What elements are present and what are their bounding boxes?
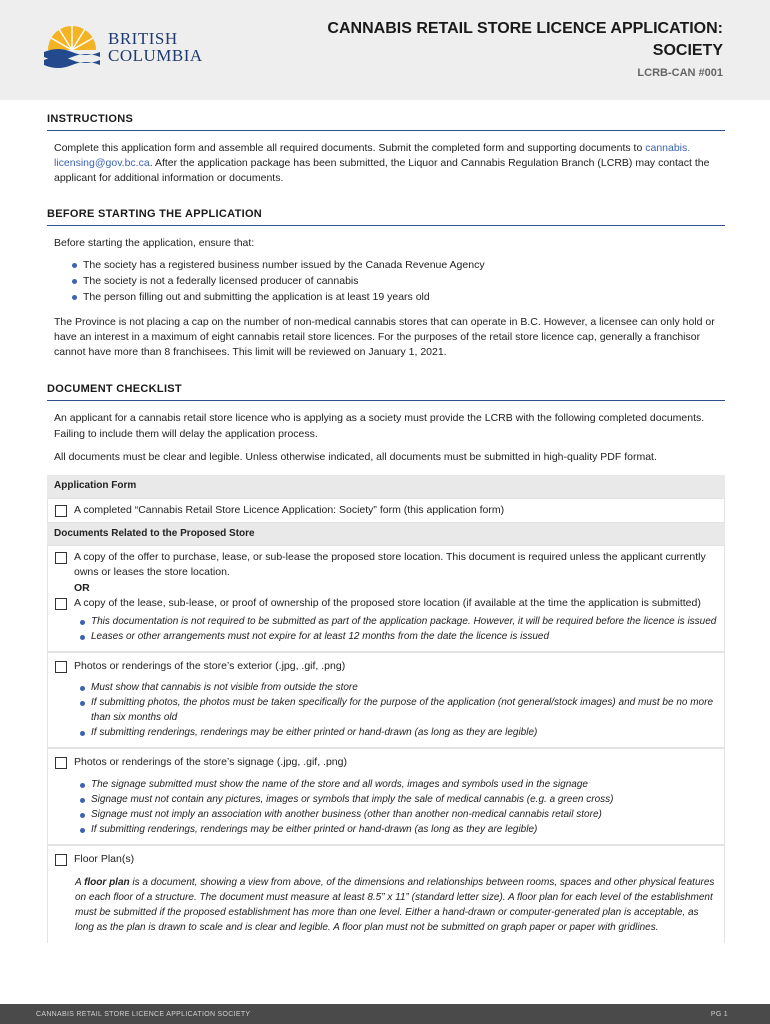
lease-notes	[55, 614, 717, 644]
application-form-label: A completed “Cannabis Retail Store Licence Application: Society” form (this application form)	[74, 503, 505, 516]
location-docs-row	[47, 545, 725, 652]
email-link-part-1: cannabis.	[645, 141, 691, 154]
checklist-item	[55, 550, 717, 580]
floor-plan-checkbox[interactable]	[55, 854, 67, 866]
instructions-heading: INSTRUCTIONS	[47, 112, 725, 131]
application-form-checkbox[interactable]	[55, 505, 67, 517]
floor-plan-row	[47, 845, 725, 943]
exterior-row	[47, 652, 725, 748]
form-code: LCRB-CAN #001	[637, 67, 723, 79]
signage-notes	[55, 777, 717, 837]
email-link-part-2: licensing@gov.bc.ca	[54, 157, 150, 170]
floor-plan-label: Floor Plan(s)	[74, 852, 135, 865]
checklist-item	[55, 503, 717, 518]
list-item: The signage submitted must show the name of the store and all words, images and symbols used in the signage	[80, 777, 717, 792]
application-form-row	[47, 498, 725, 523]
form-title-line-2: SOCIETY	[652, 42, 723, 59]
checklist-intro: An applicant for a cannabis retail store licence who is applying as a society must provide the LCRB with the following completed documents. Failing to include them will delay the application process.	[54, 412, 705, 440]
page-footer	[0, 1004, 770, 1024]
before-intro: Before starting the application, ensure that:	[54, 236, 255, 249]
application-form-heading: Application Form	[47, 475, 725, 498]
list-item: The person filling out and submitting the application is at least 19 years old	[72, 289, 725, 305]
floor-plan-description	[55, 875, 717, 935]
format-note: All documents must be clear and legible. Unless otherwise indicated, all documents must be submitted in high-quality PDF format.	[54, 450, 657, 463]
checklist-table	[47, 475, 725, 943]
bc-logo	[42, 20, 212, 72]
list-item: This documentation is not required to be submitted as part of the application package. However, it will be required before the licence is issued	[80, 614, 717, 629]
signage-checkbox[interactable]	[55, 757, 67, 769]
list-item: Signage must not contain any pictures, images or symbols that imply the sale of medical cannabis (e.g. a green cross)	[80, 792, 717, 807]
form-content	[47, 112, 725, 943]
floor-plan-lead: A	[75, 876, 85, 888]
instructions-text	[47, 141, 725, 187]
list-item: Must show that cannabis is not visible from outside the store	[80, 680, 717, 695]
list-item: The society is not a federally licensed producer of cannabis	[72, 273, 725, 289]
page-number: PG 1	[710, 1011, 728, 1018]
list-item: If submitting renderings, renderings may be either printed or hand-drawn (as long as they are legible)	[80, 725, 717, 740]
signage-row	[47, 748, 725, 844]
footer-form-name: CANNABIS RETAIL STORE LICENCE APPLICATION SOCIETY	[36, 1011, 251, 1018]
checklist-heading: DOCUMENT CHECKLIST	[47, 382, 725, 401]
floor-plan-term: floor plan	[84, 876, 130, 888]
instructions-text-start: Complete this application form and assemble all required documents. Submit the completed form and supporting documents to	[54, 141, 646, 154]
eligibility-list	[47, 257, 725, 305]
checklist-item	[55, 755, 717, 770]
logo-line-2: COLUMBIA	[108, 46, 203, 65]
licence-cap-text: The Province is not placing a cap on the number of non-medical cannabis stores that can operate in B.C. However, a licensee can only hold or have an interest in a maximum of eight cannabis retail store licences. For the purposes of the retail store licence cap, generally a franchisor cannot have more than 8 franchisees. This limit will be reviewed on January 1, 2021.	[54, 315, 715, 359]
lease-checkbox[interactable]	[55, 598, 67, 610]
list-item: Signage must not imply an association with another business (other than another non-medical cannabis retail store)	[80, 807, 717, 822]
lease-label: A copy of the lease, sub-lease, or proof of ownership of the proposed store location (if available at the time the application is submitted)	[74, 596, 701, 609]
exterior-checkbox[interactable]	[55, 661, 67, 673]
page-header	[0, 0, 770, 100]
list-item: Leases or other arrangements must not expire for at least 12 months from the date the licence is issued	[80, 629, 717, 644]
form-title	[327, 18, 723, 62]
list-item: If submitting renderings, renderings may be either printed or hand-drawn (as long as they are legible)	[80, 822, 717, 837]
checklist-item	[55, 852, 717, 867]
list-item: If submitting photos, the photos must be taken specifically for the purpose of the application (not general/stock images) and must be no more than six months old	[80, 695, 717, 725]
checklist-item	[55, 596, 717, 611]
logo-line-1: BRITISH	[108, 29, 178, 48]
exterior-label: Photos or renderings of the store’s exterior (.jpg, .gif, .png)	[74, 660, 346, 673]
bc-sun-icon	[42, 20, 108, 72]
form-title-line-1: CANNABIS RETAIL STORE LICENCE APPLICATION:	[327, 20, 723, 37]
store-docs-heading: Documents Related to the Proposed Store	[47, 523, 725, 546]
floor-plan-definition: is a document, showing a view from above, of the dimensions and relationships between rooms, spaces and other physical features on each floor of a structure. The document must measure at least 8.5” x 11” (standard letter size). A floor plan for each level of the establishment must be submitted if the proposed establishment has more than one level. Either a hand-drawn or computer-generated plan is acceptable, as long as the plan is drawn to scale and is clear and legible. A floor plan must not be submitted on graph paper or paper with gridlines.	[75, 876, 715, 933]
list-item: The society has a registered business number issued by the Canada Revenue Agency	[72, 257, 725, 273]
signage-label: Photos or renderings of the store’s signage (.jpg, .gif, .png)	[74, 756, 347, 769]
offer-label: A copy of the offer to purchase, lease, or sub-lease the proposed store location. This document is required unless the applicant currently owns or leases the store location.	[74, 551, 706, 579]
exterior-notes	[55, 680, 717, 740]
or-label: OR	[74, 581, 90, 594]
before-heading: BEFORE STARTING THE APPLICATION	[47, 207, 725, 226]
checklist-item	[55, 659, 717, 674]
instructions-text-end: . After the application package has been submitted, the Liquor and Cannabis Regulation Branch (LCRB) may contact the applicant for additional information or documents.	[54, 157, 710, 185]
offer-checkbox[interactable]	[55, 552, 67, 564]
